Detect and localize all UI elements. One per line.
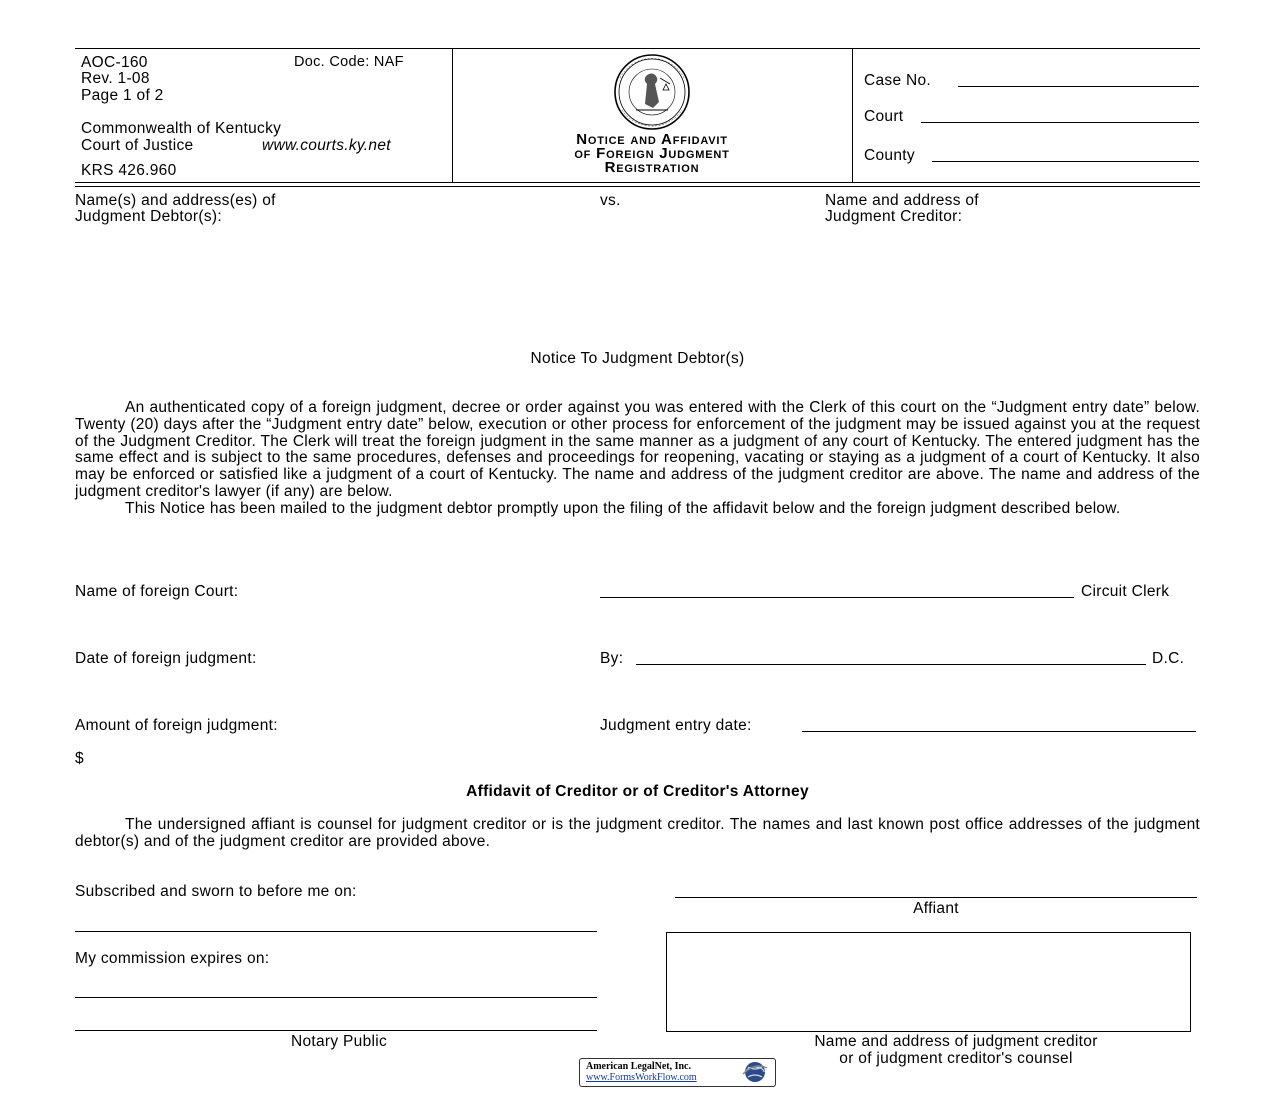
doc-code: Doc. Code: NAF — [294, 54, 404, 70]
globe-icon — [740, 1060, 770, 1084]
form-title-line-1: Notice and Affidavit — [576, 131, 728, 148]
website-link[interactable]: www.courts.ky.net — [262, 137, 391, 154]
revision: Rev. 1-08 — [81, 70, 150, 87]
judgment-entry-date-label: Judgment entry date: — [600, 717, 752, 734]
county-field[interactable] — [932, 147, 1199, 162]
court-of-justice: Court of Justice — [81, 137, 194, 154]
case-no-label: Case No. — [864, 72, 932, 89]
debtor-label-line-1: Name(s) and address(es) of — [75, 192, 276, 209]
affidavit-heading: Affidavit of Creditor or of Creditor's Attorney — [466, 783, 809, 800]
notice-body — [75, 400, 1200, 518]
dc-label: D.C. — [1152, 650, 1185, 667]
american-legalnet-logo[interactable] — [579, 1058, 776, 1087]
foreign-court-label: Name of foreign Court: — [75, 583, 239, 600]
circuit-clerk-signature-line[interactable] — [600, 583, 1074, 598]
notice-paragraph-2: This Notice has been mailed to the judgment debtor promptly upon the filing of the affidavit below and the foreign judgment described below. — [125, 499, 1121, 517]
header-bottom-rule-2 — [75, 186, 1200, 187]
deputy-clerk-signature-line[interactable] — [636, 650, 1146, 665]
dollar-sign: $ — [75, 750, 84, 767]
versus-label: vs. — [600, 192, 621, 209]
statute: KRS 426.960 — [81, 162, 177, 179]
county-label: County — [864, 147, 915, 164]
form-title-line-2: of Foreign Judgment — [574, 145, 730, 162]
creditor-address-area[interactable] — [825, 228, 1200, 338]
creditor-counsel-address-box[interactable] — [666, 932, 1191, 1032]
jurisdiction: Commonwealth of Kentucky — [81, 120, 282, 137]
page-number: Page 1 of 2 — [81, 87, 164, 104]
header-bottom-rule — [75, 182, 1200, 183]
affiant-signature-line[interactable] — [675, 883, 1197, 898]
logo-url: www.FormsWorkFlow.com — [586, 1072, 697, 1083]
form-title-line-3: Registration — [604, 159, 700, 176]
sworn-label: Subscribed and sworn to before me on: — [75, 883, 357, 900]
header-top-rule — [75, 48, 1200, 49]
court-field[interactable] — [921, 108, 1199, 123]
by-label: By: — [600, 650, 624, 667]
notary-public-label: Notary Public — [290, 1033, 388, 1050]
form-number: AOC-160 — [81, 54, 148, 71]
affidavit-paragraph: The undersigned affiant is counsel for judgment creditor or is the judgment creditor. The names and last known post office addresses of the judgment debtor(s) and of the judgment creditor are provided above. — [75, 816, 1200, 850]
notary-signature-line[interactable] — [75, 1016, 597, 1031]
creditor-label-line-1: Name and address of — [825, 192, 979, 209]
court-label: Court — [864, 108, 904, 125]
debtor-address-area[interactable] — [75, 228, 575, 338]
foreign-judgment-amount-label: Amount of foreign judgment: — [75, 717, 278, 734]
header-divider-right — [852, 48, 853, 182]
circuit-clerk-label: Circuit Clerk — [1081, 583, 1170, 600]
affiant-label: Affiant — [913, 900, 959, 917]
debtor-label-line-2: Judgment Debtor(s): — [75, 208, 222, 225]
case-no-field[interactable] — [958, 72, 1199, 87]
affidavit-body — [75, 817, 1200, 851]
amount-field[interactable] — [88, 748, 388, 766]
creditor-label-line-2: Judgment Creditor: — [825, 208, 963, 225]
commission-expiry-line[interactable] — [75, 983, 597, 998]
commission-expires-label: My commission expires on: — [75, 950, 270, 967]
notice-heading: Notice To Judgment Debtor(s) — [530, 350, 745, 367]
logo-company-name: American LegalNet, Inc. — [586, 1061, 691, 1072]
court-seal-icon — [596, 54, 708, 130]
address-box-caption-1: Name and address of judgment creditor — [814, 1033, 1098, 1050]
foreign-judgment-date-label: Date of foreign judgment: — [75, 650, 257, 667]
notice-paragraph-1: An authenticated copy of a foreign judgment, decree or order against you was entered with the Clerk of this court on the “Judgment entry date” below. Twenty (20) days after the “Judgment entry date” below, execution or other process for enforcement of the judgment may be issued against you at the request of the Judgment Creditor. The Clerk will treat the foreign judgment in the same manner as a judgment of any court of Kentucky. The entered judgment has the same effect and is subject to the same procedures, defenses and proceedings for reopening, vacating or staying as a judgment of a court of Kentucky. It also may be enforced or satisfied like a judgment of a court of Kentucky. The name and address of the judgment creditor are above. The name and address of the judgment creditor's lawyer (if any) are below. — [75, 399, 1200, 500]
address-box-caption-2: or of judgment creditor's counsel — [839, 1050, 1073, 1067]
sworn-date-line[interactable] — [75, 917, 597, 932]
judgment-entry-date-field[interactable] — [802, 717, 1196, 732]
